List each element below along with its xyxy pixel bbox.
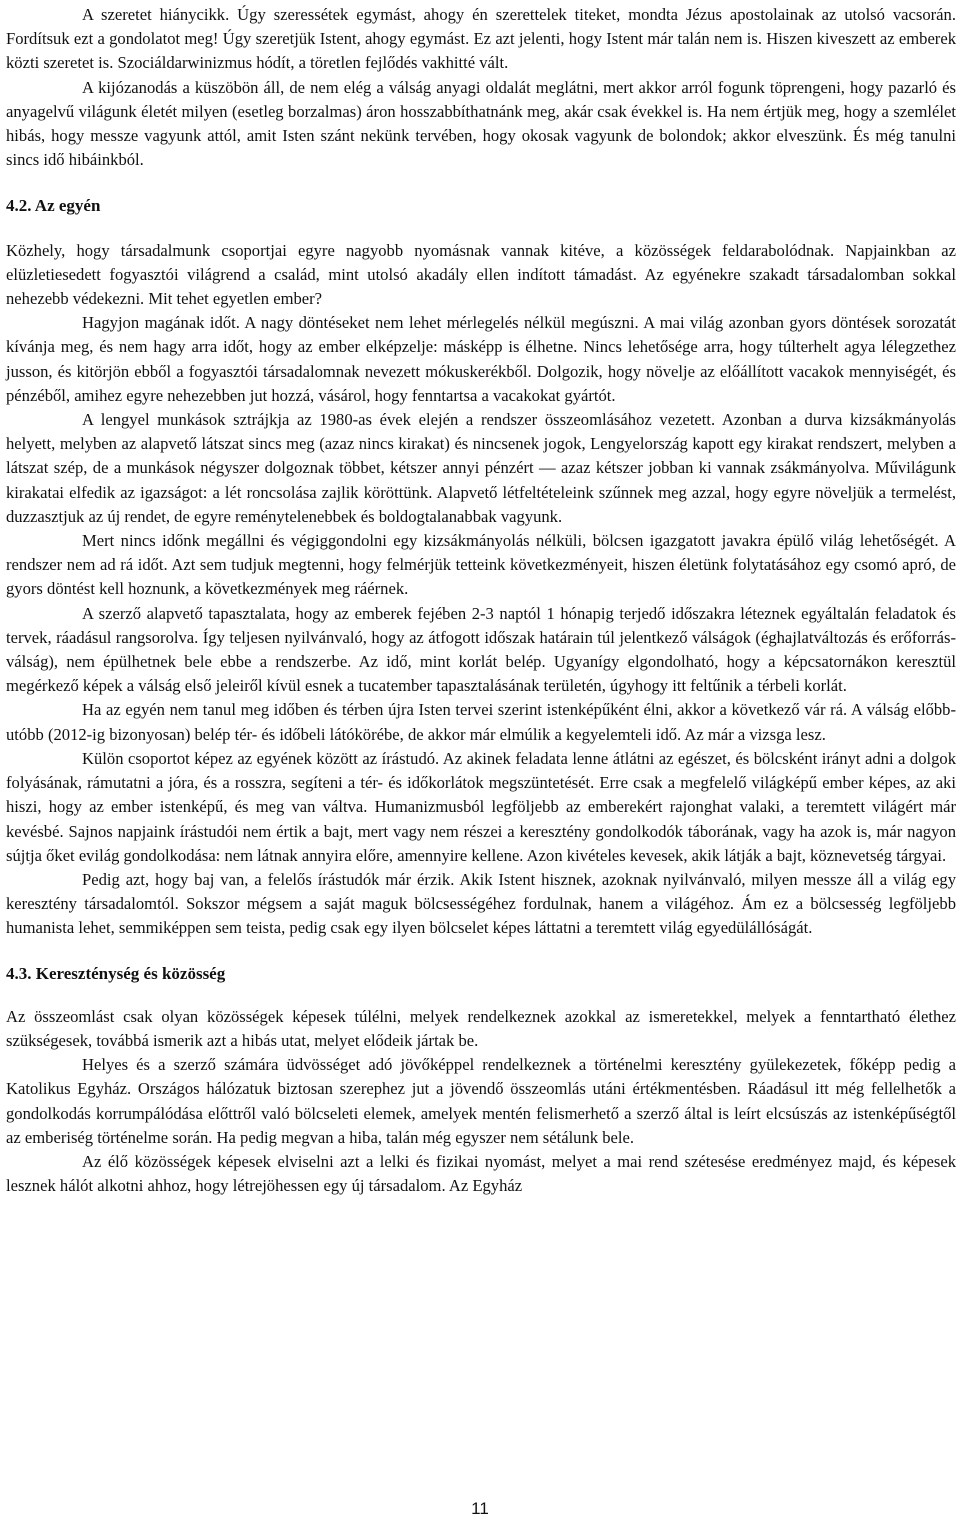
section-4-2-paragraph: Külön csoportot képez az egyének között az írástudó. Az akinek feladata lenne átlátni az egészet, és bölcsként irányt adni a dolgok folyásának, rámutatni a jóra, és a rosszra, segíteni a tér- és időkorlátok megszüntetését. Erre csak a megfelelő világképű ember képes, az aki hiszi, hogy az ember istenképű, és meg van váltva. Humanizmusból legföljebb az emberekért rajonghat valaki, a teremtett világért már kevésbé. Sajnos napjaink írástudói nem értik a bajt, mert vagy nem részei a keresztény gondolkodók táborának, vagy ha azok is, már nagyon sújtja őket evilág gondolkodása: nem látnak annyira előre, amennyire kellene. Azon kivételes kevesek, akik látják a bajt, köznevetség tárgyai. — [6, 748, 956, 865]
section-4-2-paragraph: A lengyel munkások sztrájkja az 1980-as évek elején a rendszer összeomlásához vezetett. Azonban a durva kizsákmányolás helyett, melyben az alapvető látszat sincs meg (azaz nincs kirakat) és nincsenek jogok, Lengyelország kapott egy kirakat rendszert, melyben a látszat szép, de a munkások négyszer dolgoznak többet, kétszer annyi pénzért ― azaz kétszer jobban ki vannak zsákmányolva. Művilágunk kirakatai elfedik az igazságot: a lét roncsolása zajlik köröttünk. Alapvető létfeltételeink szűnnek meg azzal, hogy egyre növeljük a termelést, duzzasztjuk az új rendet, de egyre reménytelenebbek és boldogtalanabbak vagyunk. — [6, 410, 956, 526]
section-heading-4-2: 4.2. Az egyén — [6, 196, 101, 216]
section-4-2-paragraph: Hagyjon magának időt. A nagy döntéseket nem lehet mérlegelés nélkül megúszni. A mai világ azonban gyors döntések sorozatát kívánja meg, és nem hagy arra időt, hogy az ember elképzelje: másképp is élhetne. Nincs lehetősége arra, hogy túlterhelt agya lélegzethez jusson, és kitörjön ebből a fogyasztói társadalomnak nevezett mókuskerékből. Dolgozik, hogy növelje az előállított vacakok mennyiségét, és pénzéből, amihez egyre nehezebben jut hozzá, vásárol, hogy fenntartsa a vacakokat gyártót. — [6, 313, 956, 405]
paragraph-intro-1: A szeretet hiánycikk. Úgy szeressétek egymást, ahogy én szerettelek titeket, mondta Jézus apostolainak az utolsó vacsorán. Fordítsuk ezt a gondolatot meg! Úgy szeretjük Istent, ahogy egymást. Ez azt jelenti, hogy Istent már talán nem is. Hiszen kiveszett az emberek közti szeretet is. Szociáldarwinizmus hódít, a töretlen fejlődés vakhitté vált. — [6, 5, 956, 73]
section-4-2-paragraph: Pedig azt, hogy baj van, a felelős írástudók már érzik. Akik Istent hisznek, azoknak nyilvánvaló, milyen messze áll a világ egy keresztény társadalomtól. Sokszor mégsem a saját maguk bölcsességéhez fordulnak, hanem a világéhoz. Ám ez a bölcsesség legföljebb humanista lehet, semmiképpen sem teista, pedig csak egy ilyen bölcselet képes láttatni a teremtett világ egyedülállóságát. — [6, 869, 956, 938]
document-page — [6, 3, 956, 1198]
paragraph-intro-2: A kijózanodás a küszöbön áll, de nem elég a válság anyagi oldalát meglátni, mert akkor arról fogunk töprengeni, hogy pazarló és anyagelvű világunk életét milyen (esetleg borzalmas) áron hosszabbíthatnánk meg, akár csak évekkel is. Ha nem értjük meg, hogy a szemlélet hibás, hogy messze vagyunk attól, amit Isten szánt nekünk tervében, hogy okosak vagyunk de bolondok; akkor elveszünk. És még tanulni sincs idő hibáinkból. — [6, 77, 956, 170]
section-4-3-first-paragraph: Az összeomlást csak olyan közösségek képesek túlélni, melyek rendelkeznek azokkal az ismeretekkel, melyek a fenntartható élethez szükségesek, továbbá ismerik azt a hibás utat, melyet elődeik jártak be. — [6, 1006, 956, 1050]
section-4-2-paragraph: Mert nincs időnk megállni és végiggondolni egy kizsákmányolás nélküli, bölcsen igazgatott javakra épülő világ lehetőségét. A rendszer nem ad rá időt. Azt sem tudjuk megtenni, hogy felmérjük tetteink következményeit, hiszen életünk folytatásához egy csomó apró, de gyors döntést kell hoznunk, a következmények meg ráérnek. — [6, 531, 956, 599]
section-4-2-first-paragraph: Közhely, hogy társadalmunk csoportjai egyre nagyobb nyomásnak vannak kitéve, a közösségek feldarabolódnak. Napjainkban az elüzletiesedett fogyasztói világrend a család, mint utolsó akadály ellen indított támadást. Az egyénekre szakadt társadalomban sokkal nehezebb védekezni. Mit tehet egyetlen ember? — [6, 240, 956, 309]
section-4-3-paragraph: Az élő közösségek képesek elviselni azt a lelki és fizikai nyomást, melyet a mai rend szétesése eredményez majd, és képesek lesznek hálót alkotni ahhoz, hogy létrejöhessen egy új társadalom. Az Egyház — [6, 1151, 956, 1196]
section-4-2-paragraph: A szerző alapvető tapasztalata, hogy az emberek fejében 2-3 naptól 1 hónapig terjedő időszakra léteznek egyáltalán feladatok és tervek, ráadásul rangsorolva. Így teljesen nyilvánvaló, hogy az átfogott időszak határain túl jelentkező válságok (éghajlatváltozás és erőforrás-válság), nem épülhetnek bele ebbe a rendszerbe. Az idő, mint korlát belép. Ugyanígy elgondolható, hogy a képcsatornákon keresztül megérkező képek a válság első jeleiről kívül esnek a tucatember tapasztalásának területén, úgyhogy itt feltűnik a térbeli korlát. — [6, 603, 956, 696]
page-number: 11 — [471, 1499, 489, 1518]
section-heading-4-3: 4.3. Kereszténység és közösség — [6, 963, 226, 983]
section-4-2-paragraph: Ha az egyén nem tanul meg időben és térben újra Isten tervei szerint istenképűként élni, akkor a következő vár rá. A válság előbb-utóbb (2012-ig bizonyosan) belép tér- és időbeli látókörébe, de akkor már elmúlik a kegyelemteli idő. Az már a vizsga lesz. — [6, 700, 956, 744]
section-4-3-paragraph: Helyes és a szerző számára üdvösséget adó jövőképpel rendelkeznek a történelmi keresztény gyülekezetek, főképp pedig a Katolikus Egyház. Országos hálózatuk biztosan szerephez jut a jövendő összeomlás utáni értékmentésben. Ráadásul itt még fellelhetők a gondolkodás korrumpálódása előttről való bölcseleti elemek, amelyek mentén felismerhető a szerző által is leírt elcsúszás az istenképűségtől az emberiség történelme során. Ha pedig megvan a hiba, talán még egyszer nem sétálunk bele. — [6, 1055, 956, 1147]
